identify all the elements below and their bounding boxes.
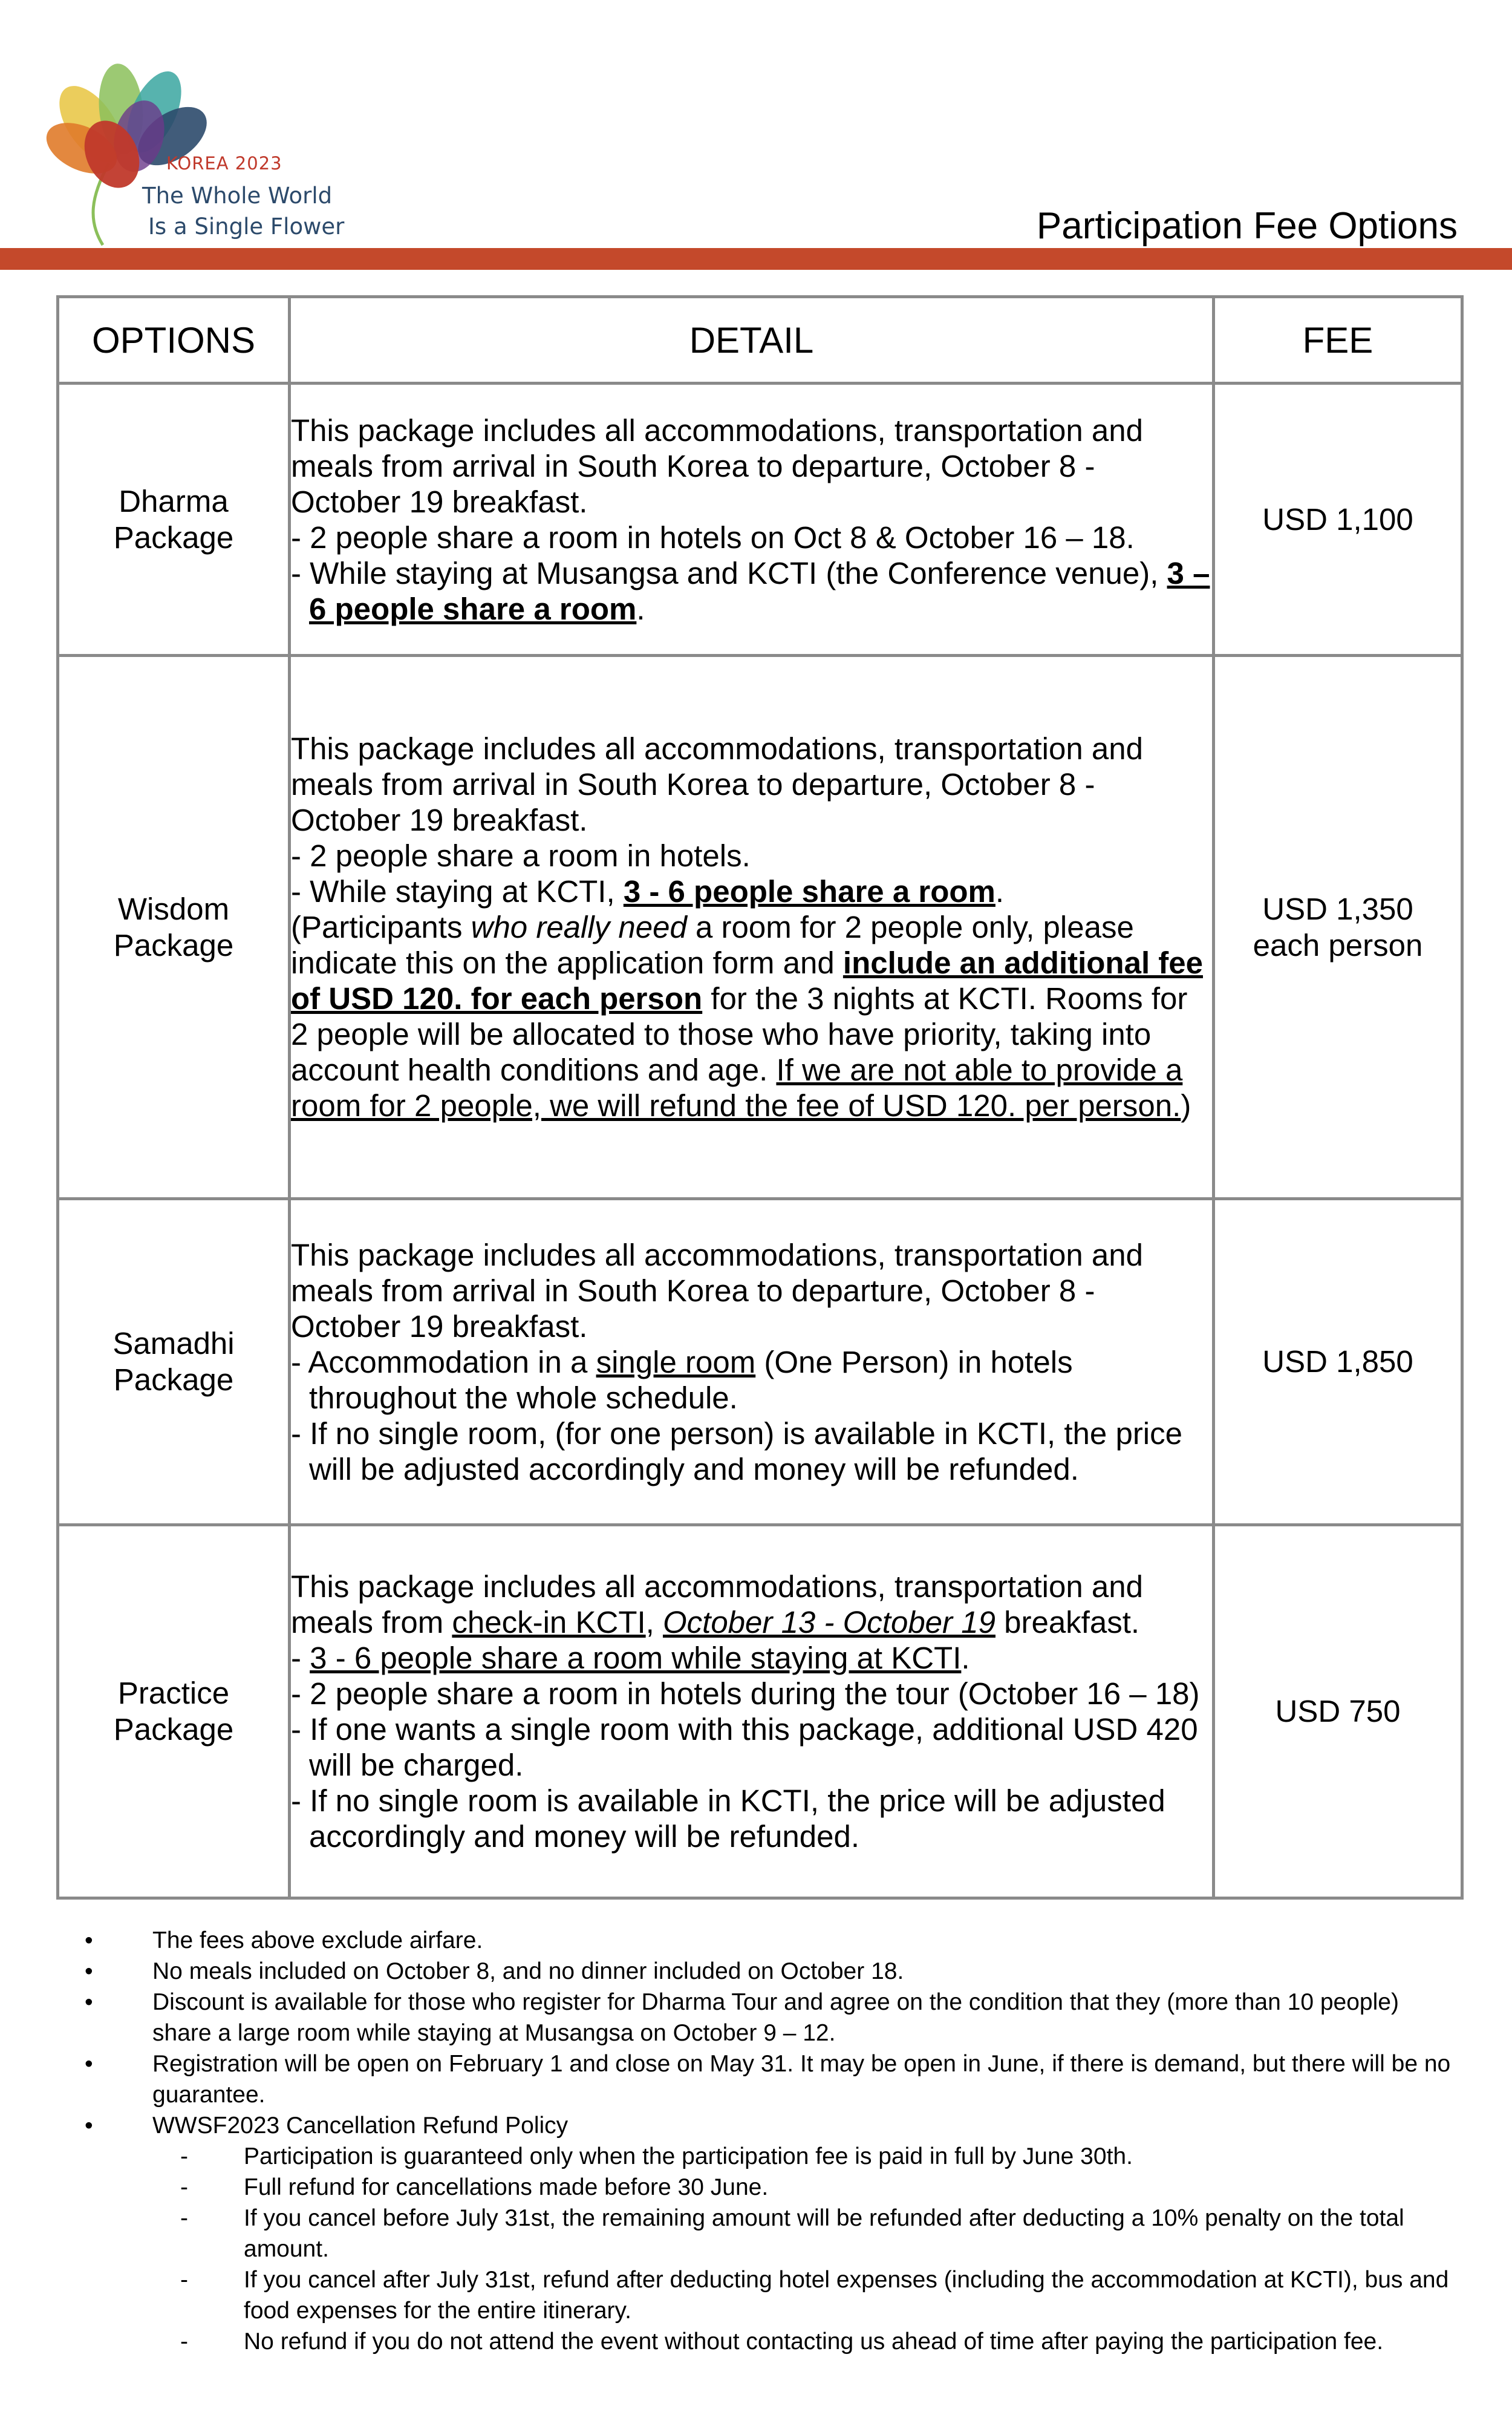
table-row	[58, 1199, 1462, 1525]
fee-wisdom: USD 1,350 each person	[1214, 656, 1462, 1199]
detail-dharma: This package includes all accommodations, transportation and meals from arrival in South Korea to departure, October 8 - October 19 breakfast. - 2 people share a room in hotels on Oct 8 & October 16 – 18. - While staying at Musangsa and KCTI (the Conference venue), 3 – 6 people share a room.	[290, 384, 1214, 656]
option-name-samadhi: Samadhi Package	[58, 1199, 290, 1525]
policy-item: - Participation is guaranteed only when the participation fee is paid in full by June 30th.	[180, 2143, 1133, 2169]
logo-line-1: KOREA 2023	[166, 153, 282, 174]
header-options: OPTIONS	[58, 297, 290, 384]
detail-samadhi: This package includes all accommodations, transportation and meals from arrival in South Korea to departure, October 8 - October 19 breakfast. - Accommodation in a single room (One Person) in hotels throughout the whole schedule. - If no single room, (for one person) is available in KCTI, the price will be adjusted accordingly and money will be refunded.	[290, 1199, 1214, 1525]
fee-table	[56, 295, 1464, 1900]
list-item: • WWSF2023 Cancellation Refund Policy	[85, 2113, 569, 2139]
list-item: • Discount is available for those who register for Dharma Tour and agree on the condition that they (more than 10 people) share a large room while staying at Musangsa on October 9 – 12.	[85, 1989, 1399, 2046]
header-detail: DETAIL	[290, 297, 1214, 384]
logo-line-2: The Whole World	[142, 183, 333, 209]
header-fee: FEE	[1214, 297, 1462, 384]
policy-item: - No refund if you do not attend the event without contacting us ahead of time after paying the participation fee.	[180, 2329, 1384, 2355]
list-item: • No meals included on October 8, and no dinner included on October 18.	[85, 1958, 904, 1984]
option-name-dharma: Dharma Package	[58, 384, 290, 656]
page-title: Participation Fee Options	[1036, 205, 1458, 247]
header-band	[0, 248, 1512, 270]
table-row	[58, 384, 1462, 656]
option-name-wisdom: Wisdom Package	[58, 656, 290, 1199]
fee-samadhi: USD 1,850	[1214, 1199, 1462, 1525]
list-item: • The fees above exclude airfare.	[85, 1927, 483, 1953]
fee-practice: USD 750	[1214, 1525, 1462, 1898]
policy-item: - Full refund for cancellations made before 30 June.	[180, 2174, 769, 2200]
table-header-row	[58, 297, 1462, 384]
logo-line-3: Is a Single Flower	[148, 214, 345, 240]
detail-wisdom: This package includes all accommodations, transportation and meals from arrival in South Korea to departure, October 8 - October 19 breakfast. - 2 people share a room in hotels. - While staying at KCTI, 3 - 6 people share a room. (Participants who really need a room for 2 people only, please indicate this on the application form and include an additional fee of USD 120. for each person for the 3 nights at KCTI. Rooms for 2 people will be allocated to those who have priority, taking into account health conditions and age. If we are not able to provide a room for 2 people, we will refund the fee of USD 120. per person.)	[290, 656, 1214, 1199]
detail-practice: This package includes all accommodations, transportation and meals from check-in KCTI, October 13 - October 19 breakfast. - 3 - 6 people share a room while staying at KCTI. - 2 people share a room in hotels during the tour (October 16 – 18) - If one wants a single room with this package, additional USD 420 will be charged. - If no single room is available in KCTI, the price will be adjusted accordingly and money will be refunded.	[290, 1525, 1214, 1898]
logo	[42, 57, 345, 251]
list-item: • Registration will be open on February 1 and close on May 31. It may be open in June, if there is demand, but there will be no guarantee.	[85, 2051, 1451, 2108]
table-row	[58, 656, 1462, 1199]
policy-item: - If you cancel after July 31st, refund after deducting hotel expenses (including the accommodation at KCTI), bus and food expenses for the entire itinerary.	[180, 2267, 1449, 2324]
notes-list	[85, 1925, 1458, 2357]
option-name-practice: Practice Package	[58, 1525, 290, 1898]
fee-dharma: USD 1,100	[1214, 384, 1462, 656]
policy-item: - If you cancel before July 31st, the remaining amount will be refunded after deducting a 10% penalty on the total amount.	[180, 2205, 1404, 2262]
table-row	[58, 1525, 1462, 1898]
